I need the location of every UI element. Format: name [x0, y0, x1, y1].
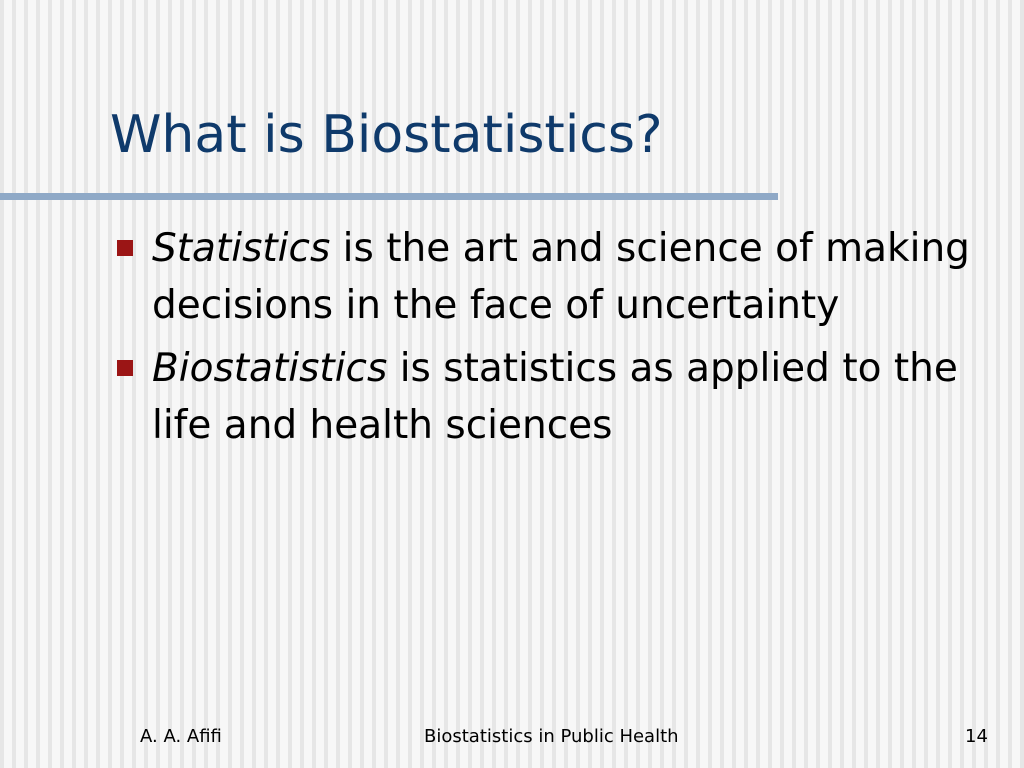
bullet-item — [110, 220, 990, 334]
bullet-text: is statistics as applied to the life and health sciences — [152, 346, 958, 448]
bullet-item — [110, 340, 990, 454]
bullet-term: Biostatistics — [152, 346, 388, 391]
slide-footer — [0, 726, 1024, 750]
footer-author: A. A. Afifi — [140, 726, 222, 747]
square-bullet-icon — [117, 360, 133, 376]
title-divider — [0, 193, 778, 200]
bullet-list — [110, 220, 990, 460]
bullet-text: is the art and science of making decisions in the face of uncertainty — [152, 226, 970, 328]
footer-page-number: 14 — [965, 726, 988, 747]
slide-title: What is Biostatistics? — [110, 105, 663, 165]
footer-course-title: Biostatistics in Public Health — [424, 726, 679, 747]
square-bullet-icon — [117, 240, 133, 256]
bullet-term: Statistics — [152, 226, 331, 271]
